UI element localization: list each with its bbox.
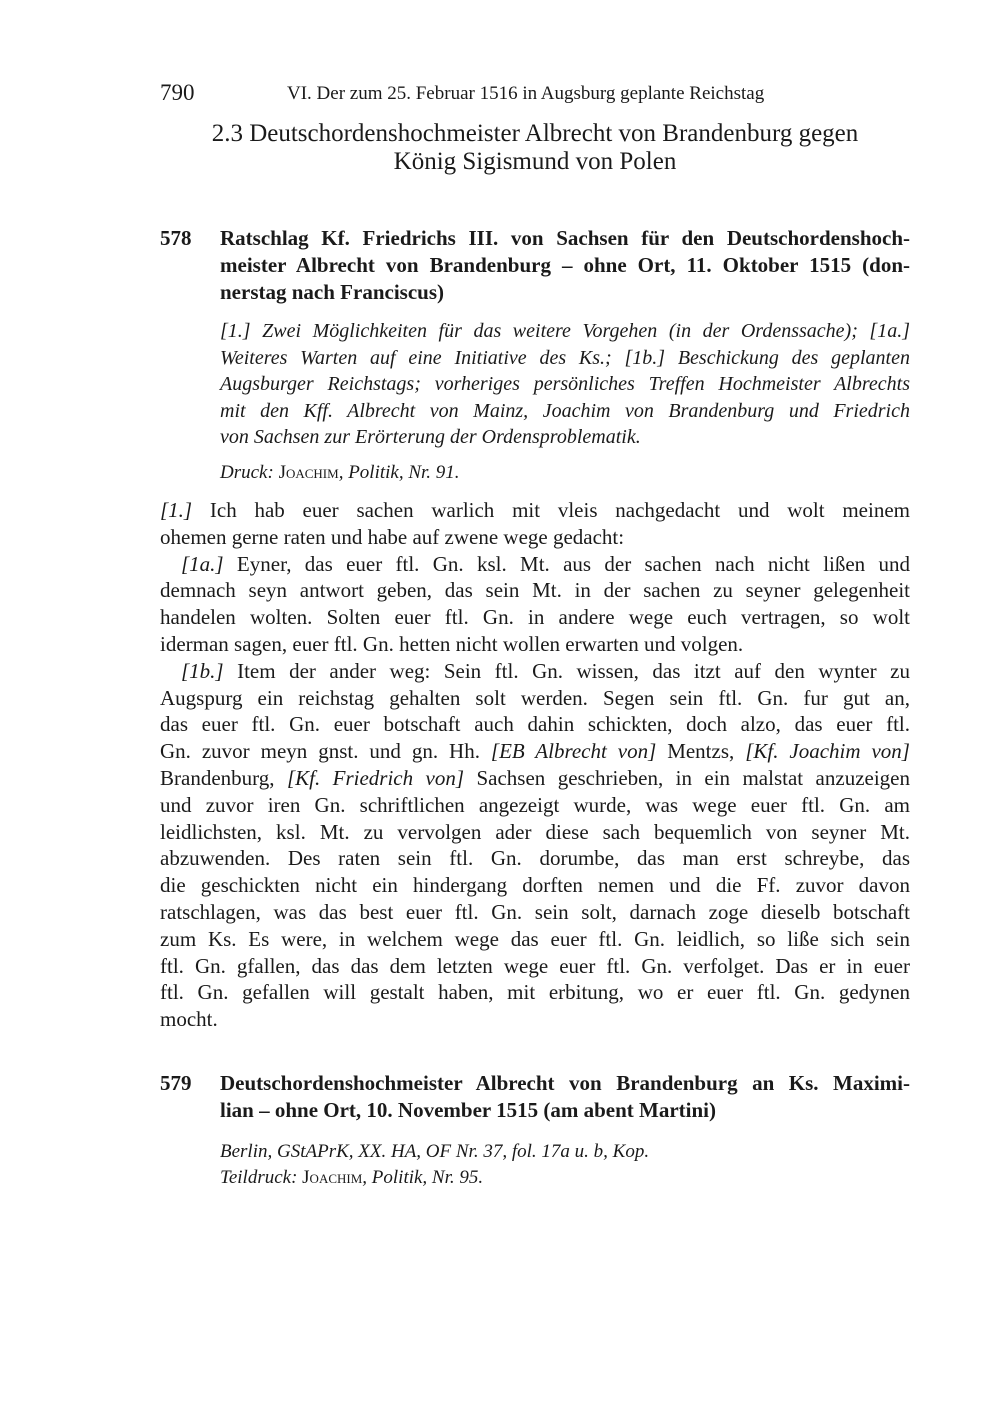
section-title-line: König Sigismund von Polen: [393, 148, 677, 175]
text-segment: und zuvor iren Gn. schriftlichen angezeigt wurde, was wege euer ftl. Gn. am: [160, 792, 910, 817]
text-segment: [Kf. Joachim von]: [745, 739, 910, 764]
document-number: 578: [160, 226, 192, 250]
text-segment: Gn. zuvor meyn gnst. und gn. Hh.: [160, 739, 491, 764]
document-title-line: Deutschordenshochmeister Albrecht von Brandenburg an Ks. Maximi-: [220, 1071, 910, 1095]
regest-line: mit den Kff. Albrecht von Mainz, Joachim von Brandenburg und Friedrich: [220, 399, 910, 422]
text-segment: Teildruck:: [220, 1167, 303, 1188]
text-segment: handelen wolten. Solten euer ftl. Gn. in andere wege euch vertragen, so wolt: [160, 605, 910, 630]
partial-print-reference: [220, 1167, 910, 1189]
text-segment: das euer ftl. Gn. euer botschaft auch dahin schickten, doch alzo, das euer ftl.: [160, 712, 910, 737]
text-segment: , Politik, Nr. 91.: [338, 462, 460, 483]
document-title-line: nerstag nach Franciscus): [220, 280, 444, 304]
body-line: [160, 873, 910, 898]
body-line: [160, 525, 910, 550]
text-segment: Item der ander weg: Sein ftl. Gn. wissen, das itzt auf den wynter zu: [223, 658, 910, 683]
text-segment: zum Ks. Es were, in welchem wege das euer ftl. Gn. leidlich, so liße sich sein: [160, 926, 910, 951]
body-line: [160, 846, 910, 871]
text-segment: [1b.]: [181, 658, 224, 683]
text-segment: ratschlagen, was das best euer ftl. Gn. sein solt, darnach zoge dieselb botschaft: [160, 900, 910, 924]
text-segment: mocht.: [160, 1007, 218, 1032]
text-segment: Berlin, GStAPrK, XX. HA, OF Nr. 37, fol. 17a u. b, Kop.: [220, 1141, 650, 1162]
body-line: [181, 659, 910, 684]
regest-line: Augsburger Reichstags; vorheriges persönliches Treffen Hochmeister Albrechts: [220, 373, 910, 395]
text-segment: ftl. Gn. gfallen, das das dem letzten wege euer ftl. Gn. verfolget. Das er in euer: [160, 953, 910, 978]
text-segment: [1.]: [160, 498, 193, 522]
running-title: VI. Der zum 25. Februar 1516 in Augsburg geplante Reichstag: [287, 83, 765, 104]
body-line: [160, 632, 910, 657]
body-line: [160, 820, 910, 845]
body-line: [160, 766, 910, 791]
text-segment: [EB Albrecht von]: [490, 739, 657, 764]
body-line: [160, 578, 910, 603]
body-line: [160, 686, 910, 711]
text-segment: iderman sagen, euer ftl. Gn. hetten nicht wollen erwarten und volgen.: [160, 632, 744, 656]
text-segment: abzuwenden. Des raten sein ftl. Gn. dorumbe, das man erst schreybe, das: [160, 846, 910, 871]
body-line: [160, 900, 910, 925]
regest-line: von Sachsen zur Erörterung der Ordensproblematik.: [220, 426, 641, 448]
archive-source: [220, 1141, 910, 1163]
document-title-line: meister Albrecht von Brandenburg – ohne Ort, 11. Oktober 1515 (don-: [220, 253, 910, 277]
regest-line: [1.] Zwei Möglichkeiten für das weitere Vorgehen (in der Ordenssache); [1a.]: [220, 320, 910, 342]
text-segment: demnach seyn antwort geben, das sein Mt. in der sachen zu seyner gelegenheit: [160, 578, 910, 603]
text-segment: , Politik, Nr. 95.: [362, 1167, 484, 1188]
text-segment: Joachim: [302, 1167, 363, 1188]
section-title-line: 2.3 Deutschordenshochmeister Albrecht von Brandenburg gegen: [211, 120, 859, 147]
body-line: [160, 793, 910, 818]
document-title-line: Ratschlag Kf. Friedrichs III. von Sachsen für den Deutschordenshoch-: [220, 226, 910, 250]
text-segment: [1a.]: [181, 551, 224, 576]
document-title-line: lian – ohne Ort, 10. November 1515 (am abent Martini): [220, 1098, 716, 1122]
print-reference: [220, 462, 910, 484]
page-number: 790: [160, 80, 195, 105]
body-line: [160, 954, 910, 979]
body-line: [181, 552, 910, 577]
text-segment: Sachsen geschrieben, in ein malstat anzuzeigen: [464, 766, 910, 790]
text-segment: [Kf. Friedrich von]: [286, 766, 465, 790]
text-segment: ftl. Gn. gefallen will gestalt haben, mit erbitung, wo er euer ftl. Gn. gedynen: [160, 980, 910, 1005]
text-segment: Augspurg ein reichstag gehalten solt werden. Segen sein ftl. Gn. fur gut an,: [160, 685, 910, 710]
text-segment: Brandenburg,: [160, 766, 287, 790]
text-segment: Mentzs,: [656, 739, 746, 764]
text-segment: Ich hab euer sachen warlich mit vleis nachgedacht und wolt meinem: [192, 498, 910, 522]
regest-line: Weiteres Warten auf eine Initiative des Ks.; [1b.] Beschickung des geplanten: [220, 346, 910, 369]
document-number: 579: [160, 1071, 192, 1095]
body-line: [160, 980, 910, 1005]
body-line: [160, 605, 910, 630]
text-segment: die geschickten nicht ein hindergang dorften nemen und die Ff. zuvor davon: [160, 873, 910, 898]
text-segment: leidlichsten, ksl. Mt. zu vervolgen ader diese sach bequemlich von seyner Mt.: [160, 819, 910, 844]
text-segment: Druck:: [220, 462, 279, 483]
body-line: [160, 498, 910, 523]
body-line: [160, 739, 910, 764]
body-line: [160, 712, 910, 737]
text-segment: ohemen gerne raten und habe auf zwene wege gedacht:: [160, 524, 625, 549]
text-segment: Eyner, das euer ftl. Gn. ksl. Mt. aus der sachen nach nicht lißen und: [223, 551, 910, 576]
body-line: [160, 927, 910, 952]
text-segment: Joachim: [278, 462, 339, 483]
body-line: [160, 1007, 910, 1032]
